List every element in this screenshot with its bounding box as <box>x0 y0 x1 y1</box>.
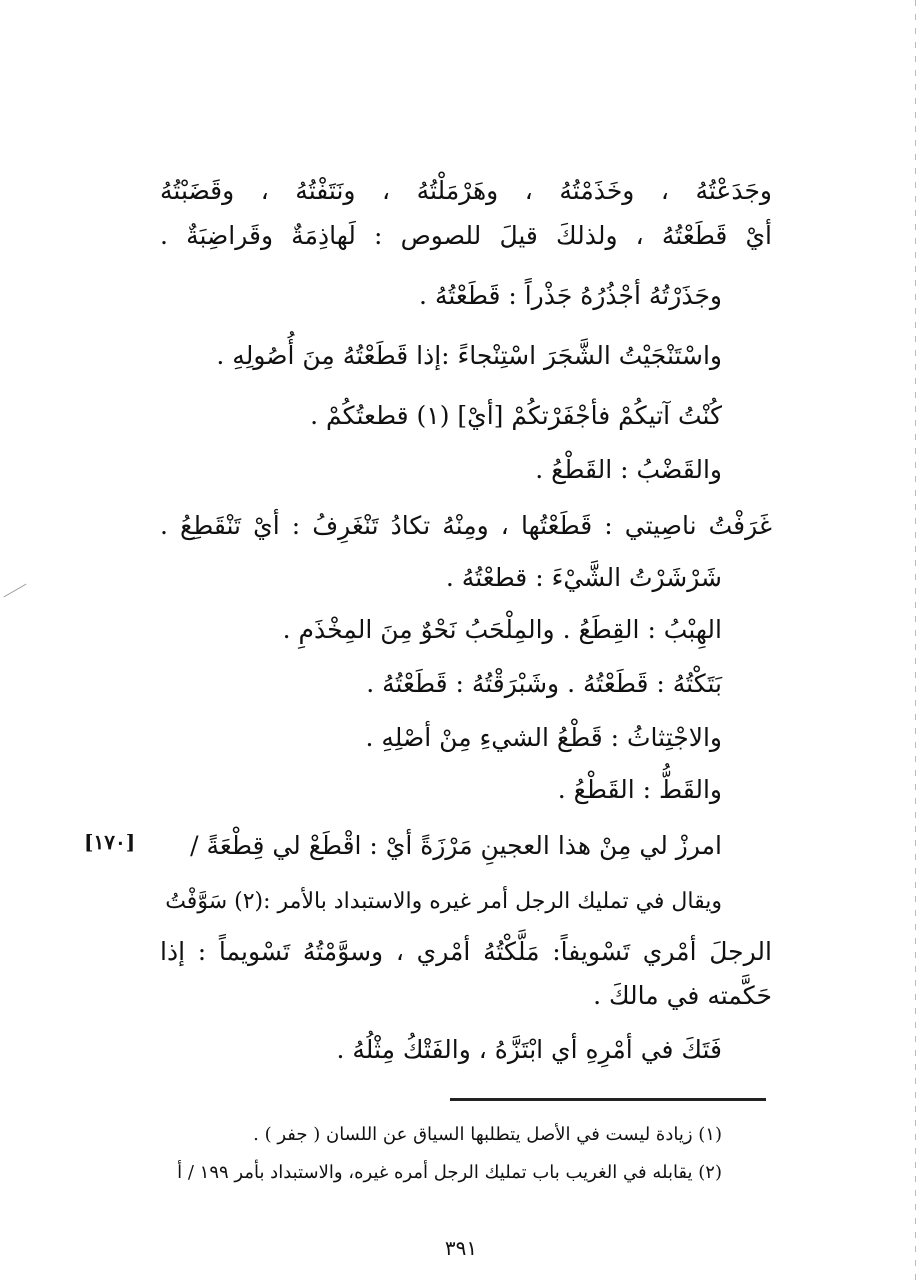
page-number: ٣٩١ <box>444 1236 478 1260</box>
scan-scratch-mark <box>3 584 26 598</box>
text-line-15: الرجلَ أمْري تَسْويفاً: مَلَّكْتُهُ أمْري ، وسوَّمْتُهُ تَسْويماً : إذا <box>160 937 772 966</box>
text-line-16: حَكَّمته في مالكَ . <box>593 981 772 1010</box>
scan-edge-mark <box>915 0 916 1287</box>
footnote-1: (١) زيادة ليست في الأصل يتطلبها السياق عن اللسان ( جفر ) . <box>253 1124 722 1145</box>
text-line-9: الهِبْبُ : القِطَعُ . والمِلْحَبُ نَحْوٌ مِنَ المِخْذَمِ . <box>282 615 722 644</box>
footnote-2: (٢) يقابله في الغريب باب تمليك الرجل أمره غيره، والاستبداد بأمر ١٩٩ / أ <box>177 1162 722 1183</box>
text-line-13: امرزْ لي مِنْ هذا العجينِ مَرْزَةً أيْ : اقْطَعْ لي قِطْعَةً / <box>190 831 722 860</box>
text-line-12: والقَطُّ : القَطْعُ . <box>557 775 722 804</box>
text-line-6: والقَضْبُ : القَطْعُ . <box>535 455 722 484</box>
text-line-7: غَرَفْتُ ناصِيتي : قَطَعْتُها ، ومِنْهُ تكادُ تَنْغَرِفُ : أيْ تَنْقَطِعُ . <box>160 511 772 540</box>
footnote-divider <box>450 1098 766 1101</box>
text-line-10: بَتَكْتُهُ : قَطَعْتُهُ . وشَبْرَقْتُهُ : قَطَعْتُهُ . <box>366 669 722 698</box>
text-line-4: واسْتَنْجَيْتُ الشَّجَرَ اسْتِنْجاءً :إذا قَطَعْتُهُ مِنَ أُصُولِهِ . <box>216 341 722 370</box>
text-line-14: ويقال في تمليك الرجل أمر غيره والاستبداد بالأمر :(٢) سَوَّفْتُ <box>165 889 722 914</box>
text-line-1: وجَدَعْتُهُ ، وخَذَمْتُهُ ، وهَرْمَلْتُهُ ، ونَتَفْتُهُ ، وقَضَبْتُهُ <box>160 176 772 205</box>
text-line-5: كُنْتُ آتيكُمْ فأجْفَرْتكُمْ [أيْ] (١) قطعتُكُمْ . <box>310 401 722 430</box>
text-line-17: فَتَكَ في أمْرِهِ أي ابْتَزَّهُ ، والفَتْكُ مِثْلُهُ . <box>336 1035 722 1064</box>
text-line-8: شَرْشَرْتُ الشَّيْءَ : قطعْتُهُ . <box>445 563 722 592</box>
text-line-11: والاجْتِثاثُ : قَطْعُ الشيءِ مِنْ أصْلِهِ . <box>365 723 722 752</box>
text-line-3: وجَذَرْتُهُ أجْذُرُهُ جَذْراً : قَطَعْتُهُ . <box>419 281 722 310</box>
manuscript-folio-ref: [١٧٠] <box>84 830 136 854</box>
text-line-2: أيْ قَطَعْتُهُ ، ولذلكَ قيلَ للصوص : لَهاذِمَةٌ وقَراضِبَةٌ . <box>160 221 772 250</box>
